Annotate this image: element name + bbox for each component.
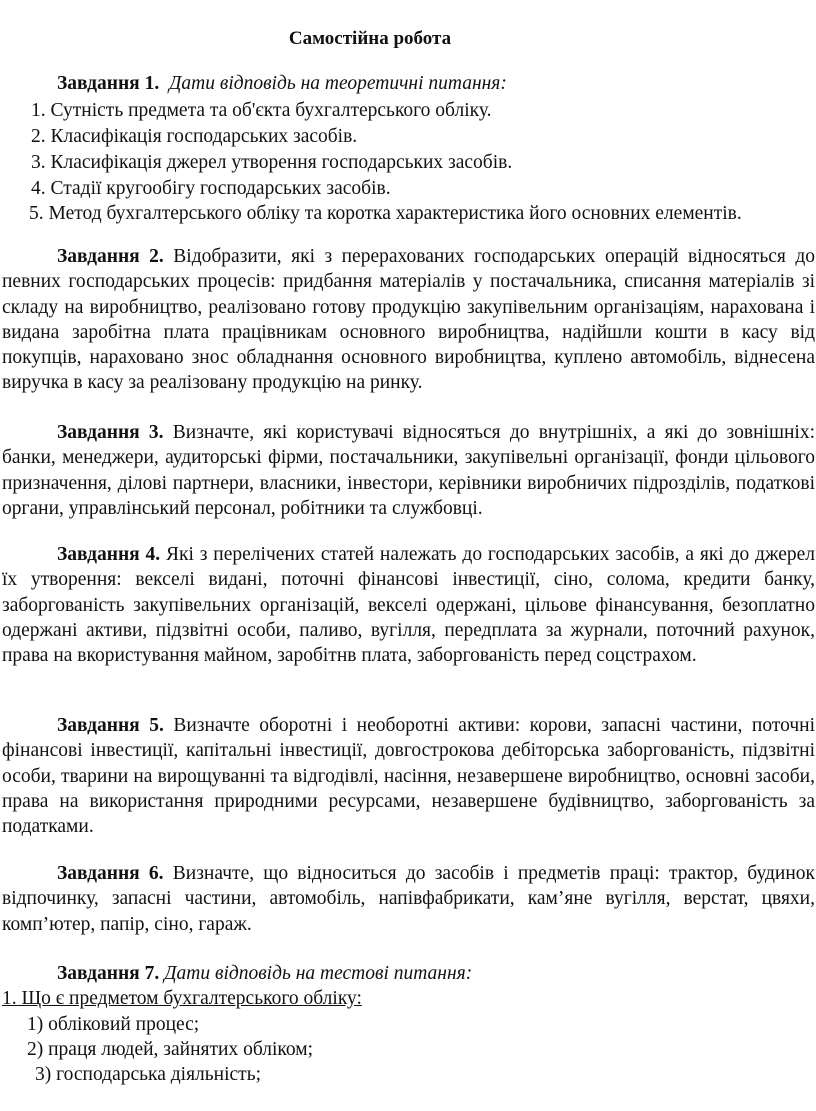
task1-item-4: 4. Стадії кругообігу господарських засобів. <box>31 178 391 199</box>
task5-paragraph <box>2 713 815 839</box>
task6-heading: Завдання 6. <box>57 863 164 884</box>
task1-item-3: 3. Класифікація джерел утворення господарських засобів. <box>31 152 513 173</box>
task7-option-3: 3) господарська діяльність; <box>35 1064 262 1085</box>
task5-heading: Завдання 5. <box>57 715 164 736</box>
task3-text: Визначте, які користувачі відносяться до внутрішніх, а які до зовнішніх: банки, менеджери, аудиторські фірми, постачальники, закупівельні організації, фонди цільового призначення, ділові партнери, власники, інвестори, керівники виробничих підрозділів, податкові органи, управлінський персонал, робітники та службовці. <box>2 422 815 519</box>
task1-item-5: 5. Метод бухгалтерського обліку та коротка характеристика його основних елементів. <box>29 203 742 224</box>
task2-text: Відобразити, які з перерахованих господарських операцій відносяться до певних господарських процесів: придбання матеріалів у постачальника, списання матеріалів зі складу на виробництво, реалізовано готову продукцію закупівельним організаціям, нарахована і видана заробітна плата працівникам основного виробництва, надійшли кошти в касу від покупців, нараховано знос обладнання основного виробництва, куплено автомобіль, віднесена виручка в касу за реалізовану продукцію на ринку. <box>2 246 815 394</box>
task1-header <box>57 72 507 96</box>
task2-paragraph <box>2 244 815 396</box>
task2-heading: Завдання 2. <box>57 246 164 267</box>
task4-paragraph <box>2 542 815 668</box>
task7-instruction: Дати відповідь на тестові питання: <box>164 963 473 984</box>
task7-option-1: 1) обліковий процес; <box>27 1014 200 1035</box>
task1-instruction: Дати відповідь на теоретичні питання: <box>168 73 507 94</box>
task7-header <box>57 962 472 986</box>
task6-text: Визначте, що відноситься до засобів і предметів праці: трактор, будинок відпочинку, запасні частини, автомобіль, напівфабрикати, кам’яне вугілля, верстат, цвяхи, комп’ютер, папір, сіно, гараж. <box>2 863 815 935</box>
task7-heading: Завдання 7. <box>57 963 160 984</box>
task7-question: 1. Що є предметом бухгалтерського обліку: <box>2 988 362 1009</box>
task3-heading: Завдання 3. <box>57 422 164 443</box>
task1-item-2: 2. Класифікація господарських засобів. <box>31 126 358 147</box>
task3-paragraph <box>2 420 815 521</box>
task7-option-2: 2) праця людей, зайнятих обліком; <box>27 1039 314 1060</box>
task1-item-1: 1. Сутність предмета та об'єкта бухгалтерського обліку. <box>31 100 492 121</box>
task4-heading: Завдання 4. <box>57 544 161 565</box>
task1-heading: Завдання 1. <box>57 73 160 94</box>
task5-text: Визначте оборотні і необоротні активи: корови, запасні частини, поточні фінансові інвестиції, капітальні інвестиції, довгострокова дебіторська заборгованість, підзвітні особи, тварини на вирощуванні та відгодівлі, насіння, незавершене виробництво, основні засоби, права на використання природними ресурсами, незавершене будівництво, заборгованість за податками. <box>2 715 815 838</box>
task4-text: Які з перелічених статей належать до господарських засобів, а які до джерел їх утворення: векселі видані, поточні фінансові інвестиції, сіно, солома, кредити банку, заборгованість закупівельних організацій, векселі одержані, цільове фінансування, безоплатно одержані активи, підзвітні особи, паливо, вугілля, передплата за журнали, поточний рахунок, права на вкористування майном, заробітнв плата, заборгованість перед соцстрахом. <box>2 544 815 667</box>
page-title: Самостійна робота <box>288 28 452 49</box>
task6-paragraph <box>2 861 815 937</box>
